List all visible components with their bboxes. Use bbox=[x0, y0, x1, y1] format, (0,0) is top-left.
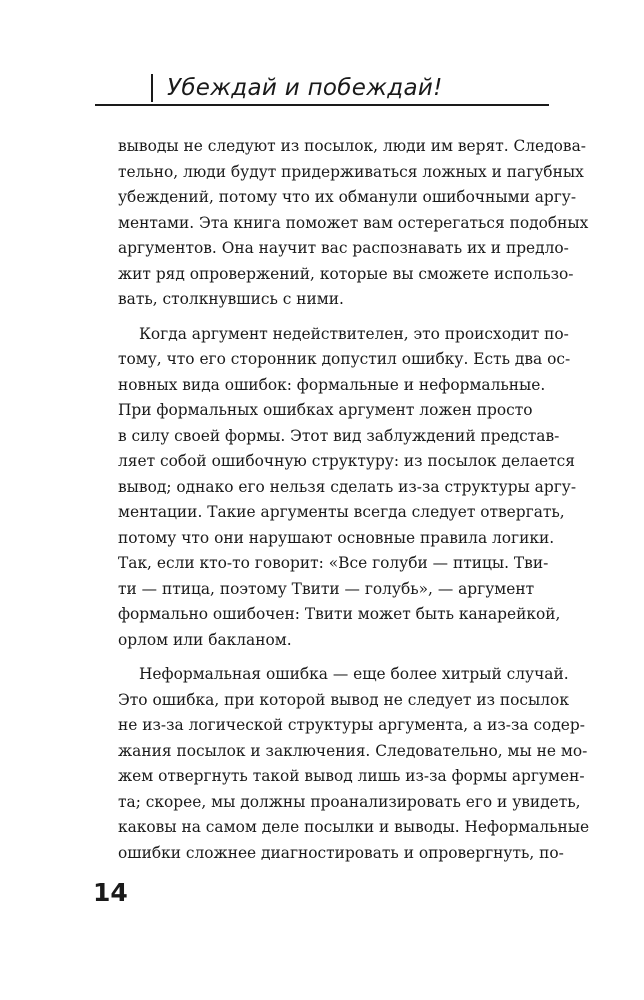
text-line: аргументов. Она научит вас распознавать их и предло- bbox=[118, 239, 569, 257]
body-text bbox=[118, 134, 590, 866]
header-vertical-bar bbox=[151, 74, 153, 102]
text-line: тельно, люди будут придерживаться ложных и пагубных bbox=[118, 162, 584, 181]
text-line: Когда аргумент недействителен, это происходит по- bbox=[139, 324, 569, 343]
text-line: ментами. Эта книга поможет вам остерегаться подобных bbox=[118, 213, 589, 232]
text-line: тому, что его сторонник допустил ошибку. Есть два ос- bbox=[118, 350, 571, 368]
book-title: Убеждай и побеждай! bbox=[167, 75, 443, 101]
text-line: вать, столкнувшись с ними. bbox=[118, 290, 344, 308]
text-line: При формальных ошибках аргумент ложен просто bbox=[118, 401, 533, 419]
text-line: Неформальная ошибка — еще более хитрый случай. bbox=[139, 665, 569, 683]
running-header bbox=[95, 70, 549, 106]
text-line: Это ошибка, при которой вывод не следует из посылок bbox=[118, 690, 569, 709]
text-line: убеждений, потому что их обманули ошибочными аргу- bbox=[118, 188, 577, 206]
text-line: жания посылок и заключения. Следовательно, мы не мо- bbox=[118, 741, 588, 760]
text-line: в силу своей формы. Этот вид заблуждений представ- bbox=[118, 426, 560, 445]
paragraph-gap bbox=[118, 313, 528, 322]
text-line: не из-за логической структуры аргумента, а из-за содер- bbox=[118, 716, 585, 734]
text-line: ментации. Такие аргументы всегда следует отвергать, bbox=[118, 503, 565, 521]
text-line: вывод; однако его нельзя сделать из-за структуры аргу- bbox=[118, 477, 577, 496]
text-line: жит ряд опровержений, которые вы сможете использо- bbox=[118, 264, 574, 283]
text-line: формально ошибочен: Твити может быть канарейкой, bbox=[118, 605, 561, 623]
paragraph-gap bbox=[118, 653, 528, 662]
page-number: 14 bbox=[93, 878, 128, 907]
text-line: ти — птица, поэтому Твити — голубь», — аргумент bbox=[118, 579, 535, 598]
text-line: новных вида ошибок: формальные и неформальные. bbox=[118, 375, 546, 394]
text-line: каковы на самом деле посылки и выводы. Неформальные bbox=[118, 818, 590, 836]
text-line: потому что они нарушают основные правила логики. bbox=[118, 528, 555, 547]
text-line: ошибки сложнее диагностировать и опровергнуть, по- bbox=[118, 843, 564, 862]
text-line: Так, если кто-то говорит: «Все голуби — птицы. Тви- bbox=[118, 554, 549, 572]
text-line: та; скорее, мы должны проанализировать его и увидеть, bbox=[118, 792, 581, 811]
text-line: жем отвергнуть такой вывод лишь из-за формы аргумен- bbox=[118, 767, 585, 785]
header-rule bbox=[95, 104, 549, 106]
text-line: ляет собой ошибочную структуру: из посылок делается bbox=[118, 452, 575, 470]
text-line: орлом или бакланом. bbox=[118, 630, 292, 649]
text-line: выводы не следуют из посылок, люди им верят. Следова- bbox=[118, 137, 586, 155]
